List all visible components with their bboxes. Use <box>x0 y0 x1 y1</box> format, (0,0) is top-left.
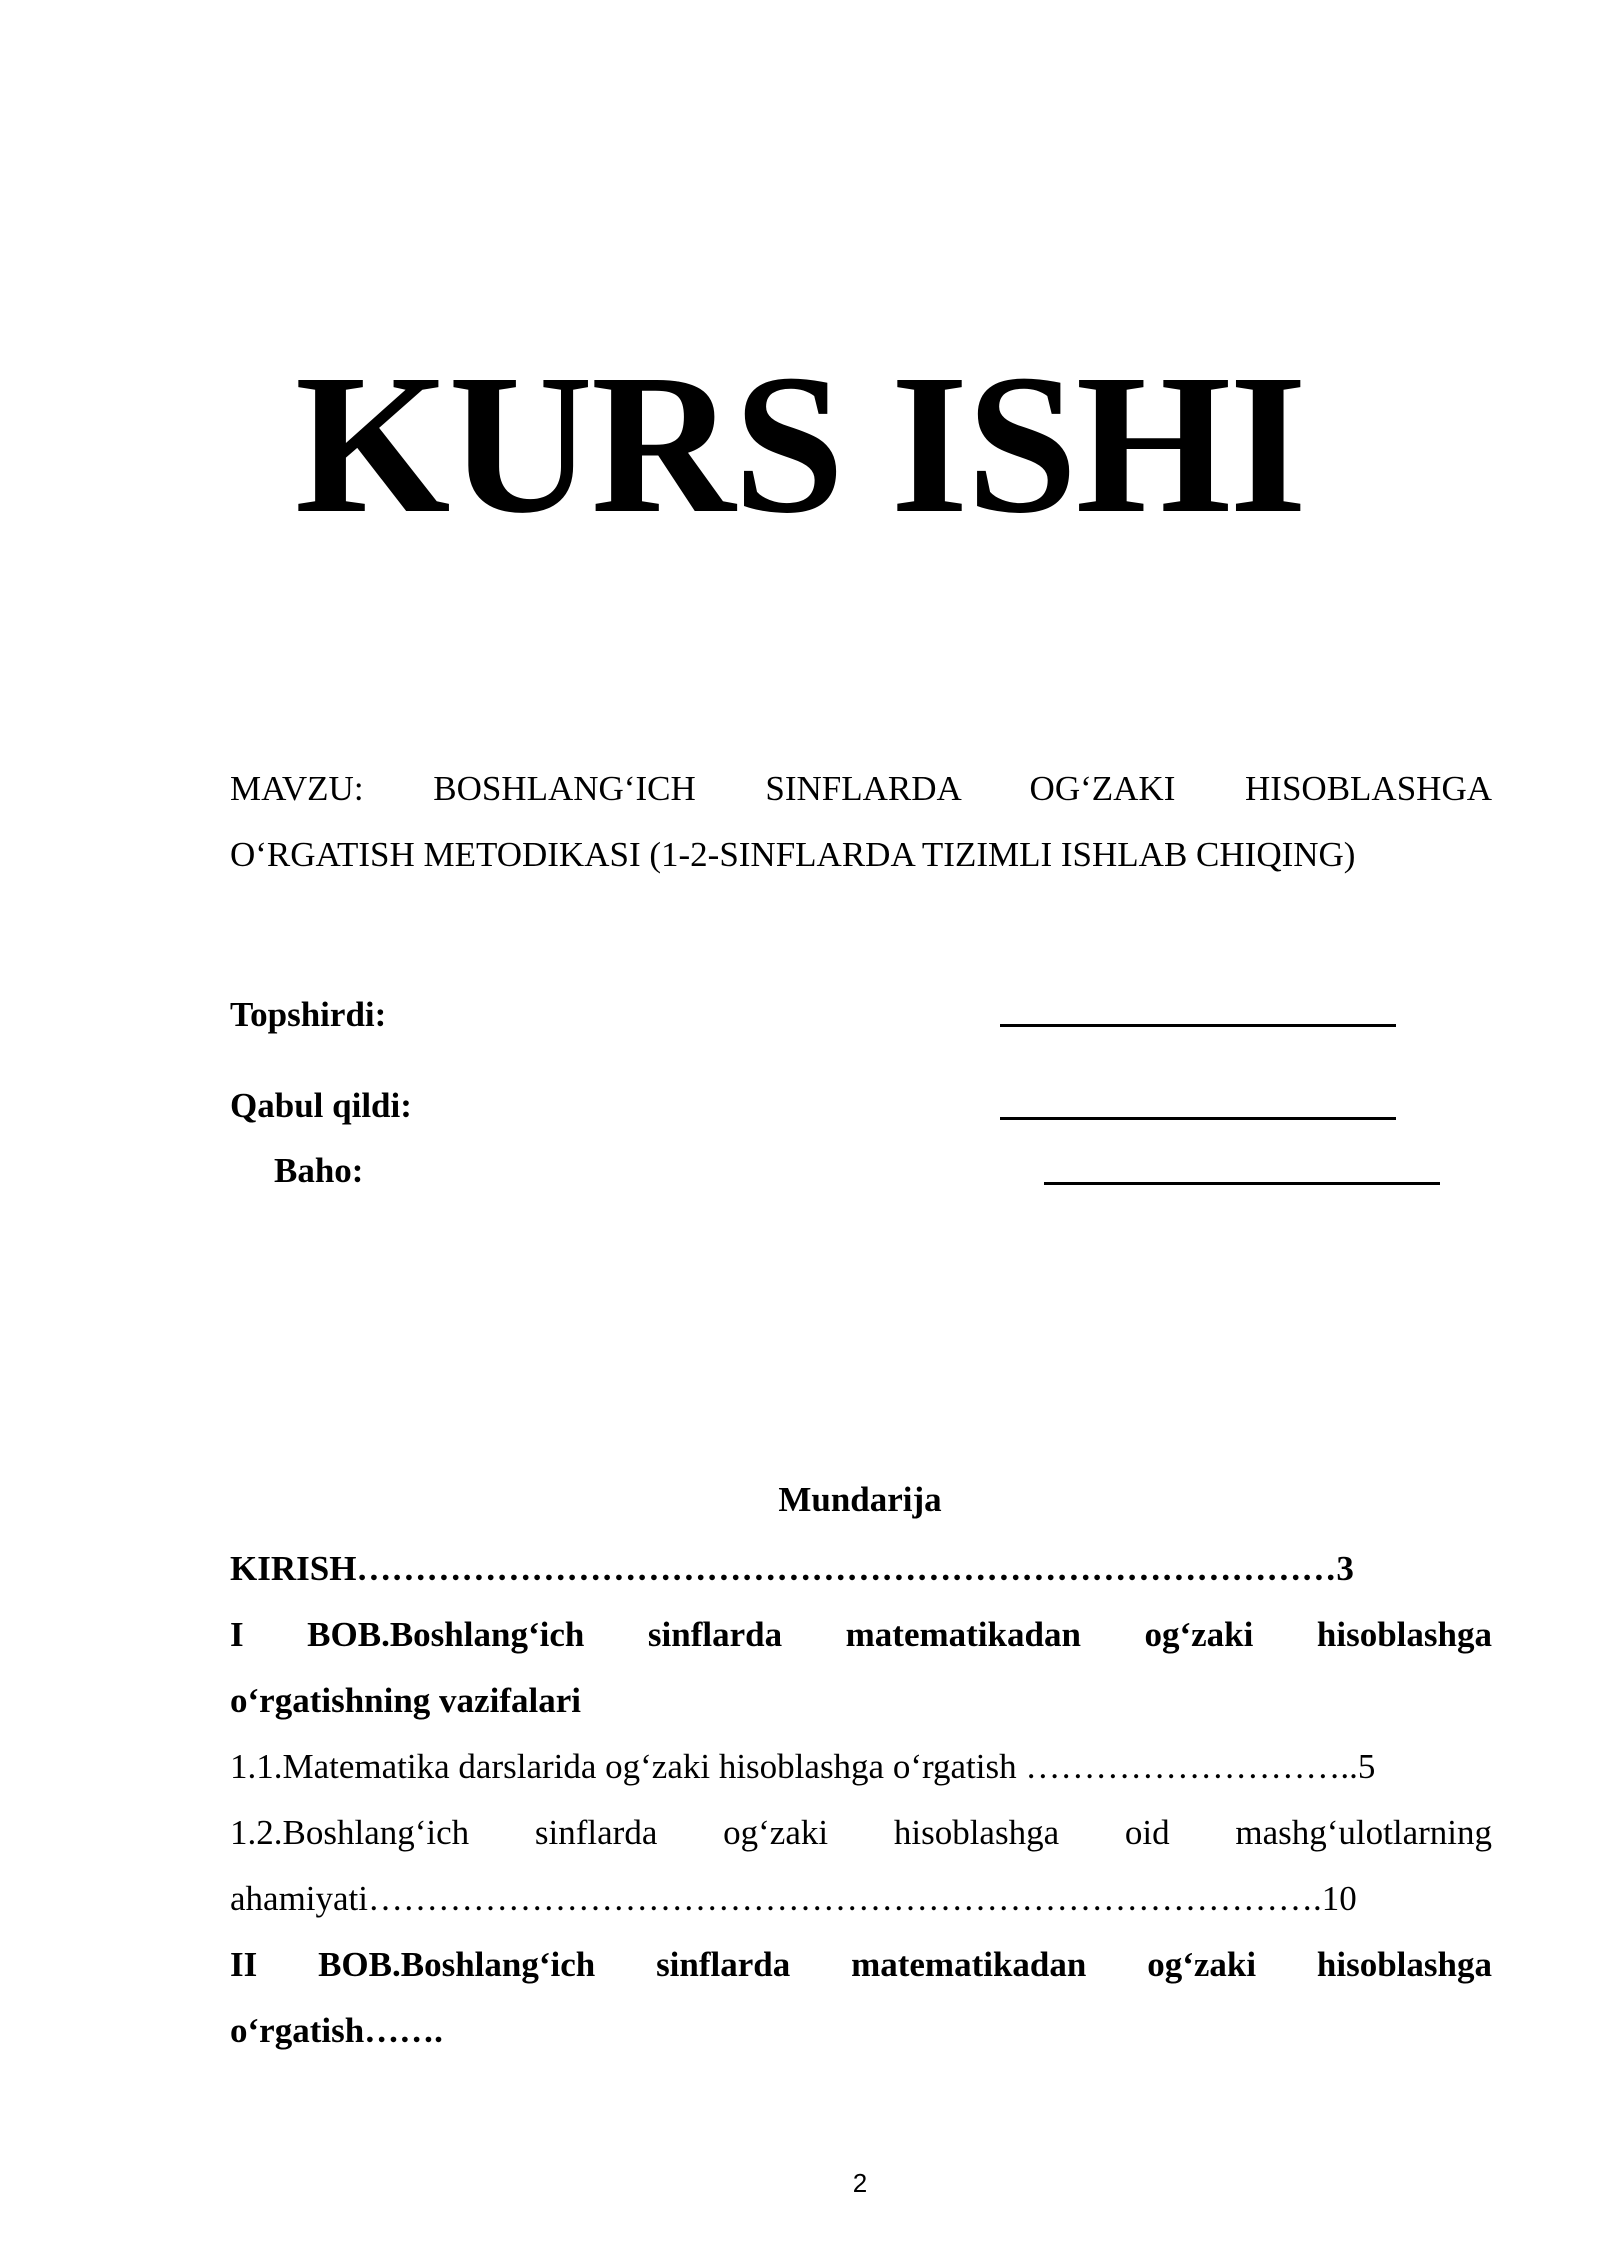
toc-entry-chapter-1: I BOB.Boshlang‘ich sinflarda matematikadan og‘zaki hisoblashga <box>230 1615 1492 1654</box>
topic-line-1: MAVZU: BOSHLANG‘ICH SINFLARDA OG‘ZAKI HISOBLASHGA <box>230 769 1492 808</box>
grade-label: Baho: <box>274 1151 364 1190</box>
toc-entry-section-1-2-cont: ahamiyati……………………………………………………………………….10 <box>230 1879 1357 1918</box>
document-title: KURS ISHI <box>294 334 1306 555</box>
grade-signature-line <box>1044 1182 1440 1185</box>
toc-heading: Mundarija <box>778 1480 942 1519</box>
submitted-label: Topshirdi: <box>230 995 387 1034</box>
topic-block <box>230 756 1492 888</box>
toc-entry-section-1-2: 1.2.Boshlang‘ich sinflarda og‘zaki hisoblashga oid mashg‘ulotlarning <box>230 1813 1492 1852</box>
accepted-label: Qabul qildi: <box>230 1086 412 1125</box>
accepted-signature-line <box>1000 1117 1396 1120</box>
toc-entry-introduction: KIRISH…………………………………………………………………………3 <box>230 1549 1354 1588</box>
toc-entry-chapter-2: II BOB.Boshlang‘ich sinflarda matematikadan og‘zaki hisoblashga <box>230 1945 1492 1984</box>
toc-entry-section-1-1: 1.1.Matematika darslarida og‘zaki hisoblashga o‘rgatish ………………………..5 <box>230 1747 1376 1786</box>
toc-entry-chapter-1-cont: o‘rgatishning vazifalari <box>230 1681 581 1720</box>
submitted-signature-line <box>1000 1024 1396 1027</box>
table-of-contents <box>230 1536 1492 2064</box>
page-number: 2 <box>852 2168 868 2198</box>
toc-entry-chapter-2-cont: o‘rgatish……. <box>230 2011 443 2050</box>
topic-line-2: O‘RGATISH METODIKASI (1-2-SINFLARDA TIZIMLI ISHLAB CHIQING) <box>230 835 1356 874</box>
